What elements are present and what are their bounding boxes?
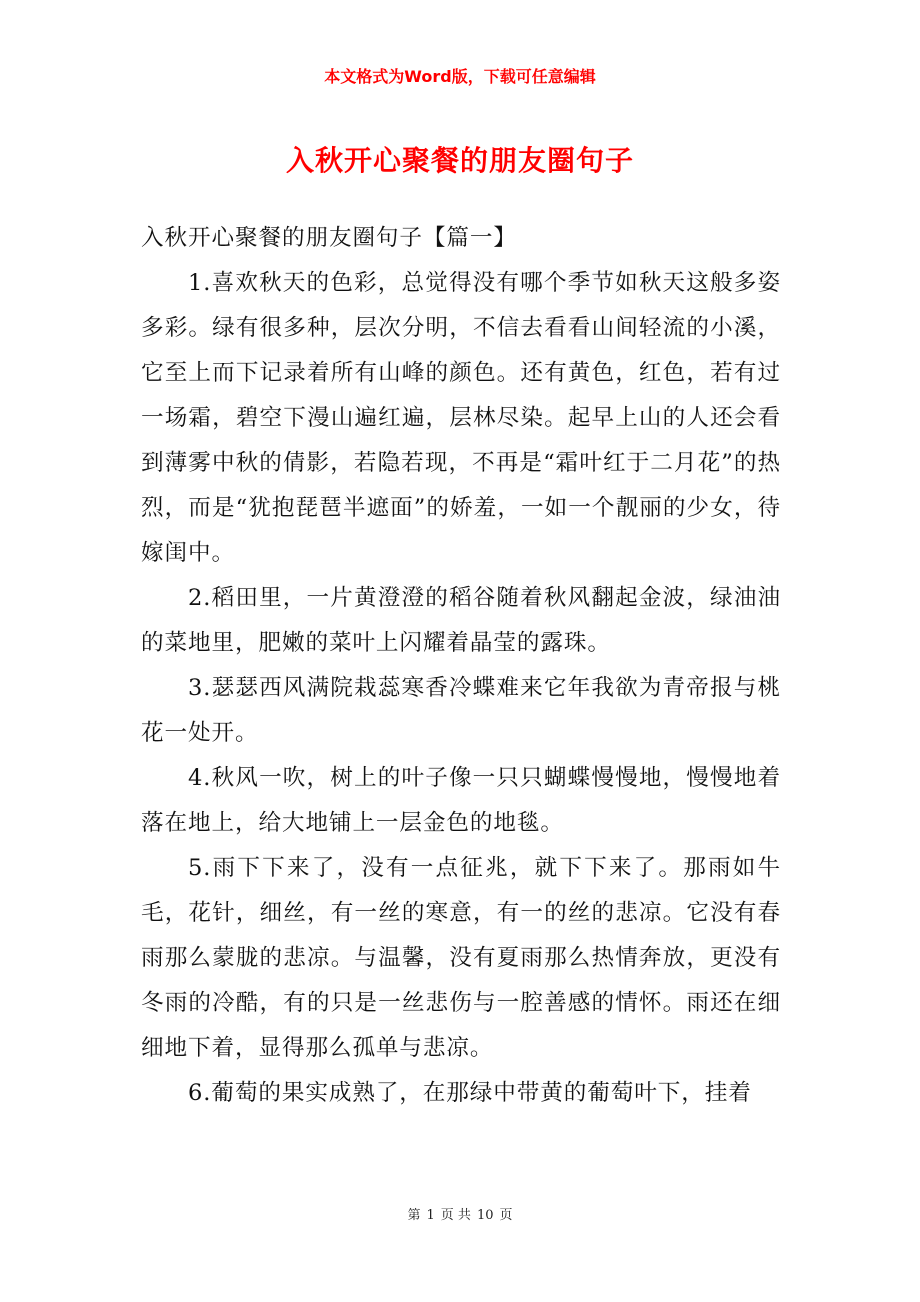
document-title: 入秋开心聚餐的朋友圈句子 bbox=[285, 144, 634, 177]
paragraph-3: 3.瑟瑟西风满院栽蕊寒香冷蝶难来它年我欲为青帝报与桃花一处开。 bbox=[141, 675, 781, 746]
footer-total-pages: 10 bbox=[476, 1208, 494, 1223]
header-note: 本文格式为Word版，下载可任意编辑 bbox=[324, 67, 596, 86]
footer-prefix: 第 bbox=[407, 1208, 421, 1223]
page-footer bbox=[0, 1207, 920, 1225]
paragraph-4: 4.秋风一吹，树上的叶子像一只只蝴蝶慢慢地，慢慢地着落在地上，给大地铺上一层金色的地毯。 bbox=[141, 765, 781, 836]
document-body bbox=[141, 216, 781, 1116]
paragraph-5: 5.雨下下来了，没有一点征兆，就下下来了。那雨如牛毛，花针，细丝，有一丝的寒意，有一的丝的悲凉。它没有春雨那么蒙胧的悲凉。与温馨，没有夏雨那么热情奔放，更没有冬雨的冷酷，有的只是一丝悲伤与一腔善感的情怀。雨还在细细地下着，显得那么孤单与悲凉。 bbox=[141, 855, 781, 1061]
paragraph-1: 1.喜欢秋天的色彩，总觉得没有哪个季节如秋天这般多姿多彩。绿有很多种，层次分明，不信去看看山间轻流的小溪，它至上而下记录着所有山峰的颜色。还有黄色，红色，若有过一场霜，碧空下漫山遍红遍，层林尽染。起早上山的人还会看到薄雾中秋的倩影，若隐若现，不再是“霜叶红于二月花”的热烈，而是“犹抱琵琶半遮面”的娇羞，一如一个靓丽的少女，待嫁闺中。 bbox=[141, 270, 781, 566]
footer-suffix: 页 bbox=[499, 1208, 513, 1223]
footer-middle: 页 共 bbox=[440, 1208, 471, 1223]
paragraph-6: 6.葡萄的果实成熟了，在那绿中带黄的葡萄叶下，挂着 bbox=[188, 1080, 752, 1106]
section-heading: 入秋开心聚餐的朋友圈句子【篇一】 bbox=[141, 225, 517, 251]
paragraph-2: 2.稻田里，一片黄澄澄的稻谷随着秋风翻起金波，绿油油的菜地里，肥嫩的菜叶上闪耀着晶莹的露珠。 bbox=[141, 585, 781, 656]
footer-page-number: 1 bbox=[426, 1208, 435, 1223]
